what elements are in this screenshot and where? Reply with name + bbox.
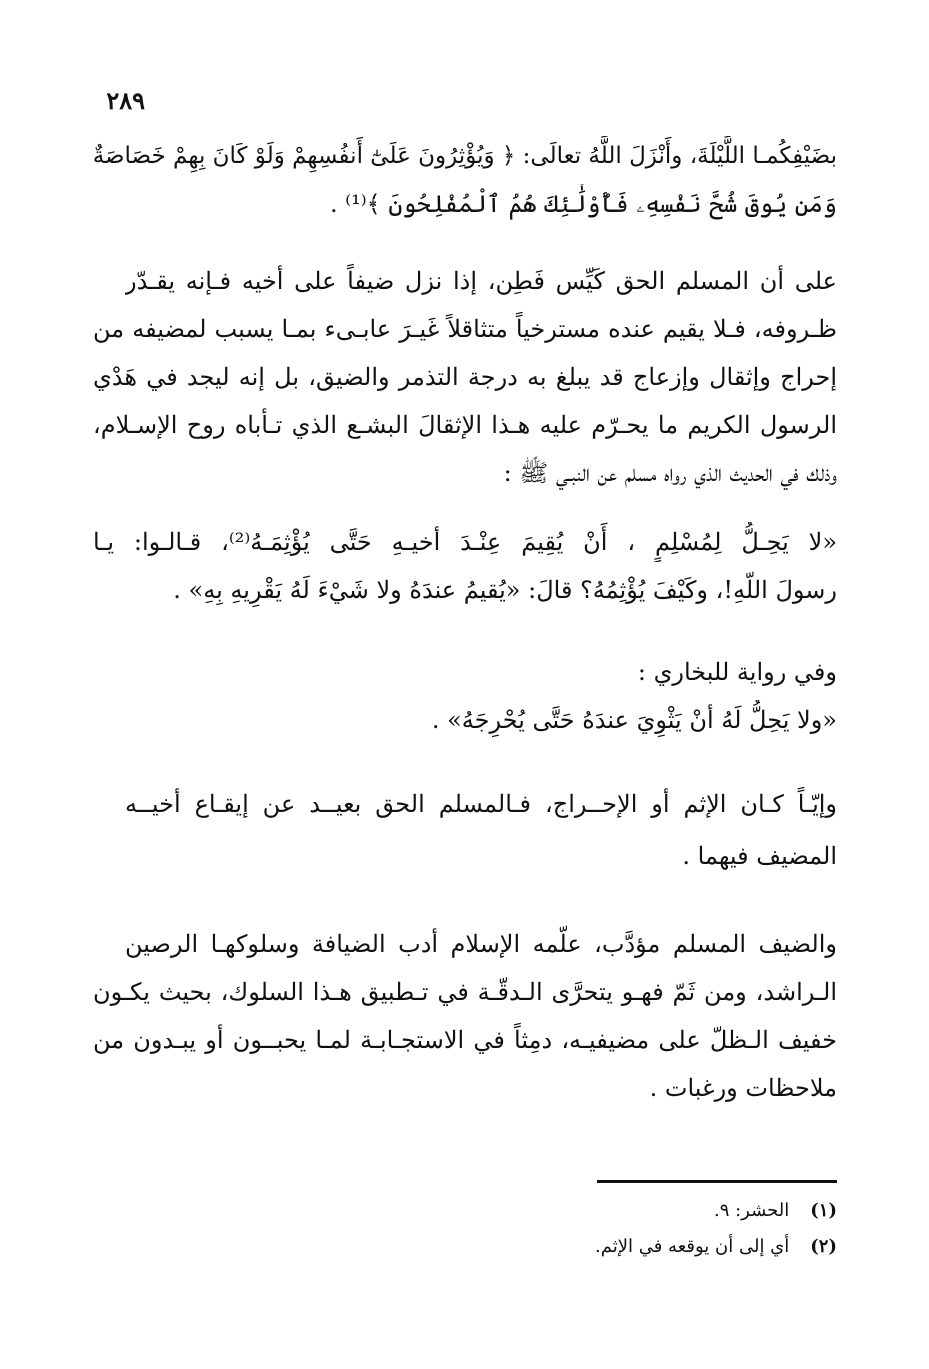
text-line: على أن المسلم الحق كَيِّس فَطِن، إذا نزل ضيفاً على أخيه فـإنه يقـدّر — [125, 267, 837, 295]
hadith-line: «ولا يَحِلُّ لَهُ أنْ يَثْوِيَ عندَهُ حَتَّى يُحْرِجَهُ» . — [431, 706, 837, 734]
footnote-divider — [597, 1180, 837, 1183]
page-number: ٢٨٩ — [106, 86, 145, 115]
text-line: وفي رواية للبخاري : — [637, 658, 837, 686]
text-line: بضَيْفِكُمـا اللَّيْلَةَ، وأَنْزَلَ اللَّهُ تعالَى: ﴿ وَيُؤْثِرُونَ عَلَىٰٓ أَنفُسِهِمْ وَلَوْ كَانَ بِهِمْ خَصَاصَةٌ — [93, 143, 837, 169]
text-line: الـراشد، ومن ثَمّ فهـو يتحرَّى الـدقّـة في تـطبيق هـذا السلوك، بحيث يكـون — [93, 978, 837, 1006]
footnote — [93, 1232, 837, 1262]
hadith-line: رسولَ اللّهِ!، وكَيْفَ يُؤْثِمُهُ؟ قالَ: «يُقيمُ عندَهُ ولا شَيْءَ لَهُ يَقْرِيهِ بِهِ» . — [173, 576, 837, 604]
footnote — [93, 1196, 837, 1226]
footnote-text: الحشر: ٩. — [713, 1200, 790, 1221]
text-line: وذلك في الحديث الذي رواه مسلم عن النبـي ﷺ : — [503, 459, 837, 487]
text-line: خفيف الـظلّ على مضيفيـه، دمِثاً في الاستجـابـة لمـا يحبــون أو يبـدون من — [93, 1026, 837, 1054]
hadith-line: «لا يَحِـلُّ لِمُسْلِمٍ ، أَنْ يُقِيمَ عِنْـدَ أخيـهِ حَتَّى يُؤْثِمَـهُ⁽²⁾، قـالـوا: يـا — [93, 528, 837, 556]
text-line: ظـروفه، فـلا يقيم عنده مسترخياً متثاقلاً غَيـرَ عابـىء بمـا يسبب لمضيفه من — [93, 315, 837, 343]
footnote-text: أي إلى أن يوقعه في الإثم. — [595, 1236, 790, 1257]
text-line: والضيف المسلم مؤدَّب، علّمه الإسلام أدب الضيافة وسلوكهـا الرصين — [125, 930, 837, 958]
footnote-number: (١) — [810, 1200, 837, 1221]
footnote-number: (٢) — [810, 1236, 837, 1257]
text-line: وَمَن يُوقَ شُحَّ نَفْسِهِۦ فَأُوْلَٰٓئِكَ هُمُ ٱلْمُفْلِحُونَ ﴾⁽¹⁾ . — [329, 190, 837, 218]
text-line: الرسول الكريم ما يحـرّم عليه هـذا الإثقالَ البشـع الذي تـأباه روح الإسـلام، — [93, 411, 837, 439]
text-line: إحراج وإثقال وإزعاج قد يبلغ به درجة التذمر والضيق، بل إنه ليجد في هَدْي — [93, 363, 837, 391]
text-line: وإيّـاً كـان الإثم أو الإحــراج، فـالمسلم الحق بعيــد عن إيقـاع أخيــه — [125, 790, 837, 818]
text-line: ملاحظات ورغبات . — [649, 1074, 837, 1102]
text-line: المضيف فيهما . — [682, 842, 837, 870]
